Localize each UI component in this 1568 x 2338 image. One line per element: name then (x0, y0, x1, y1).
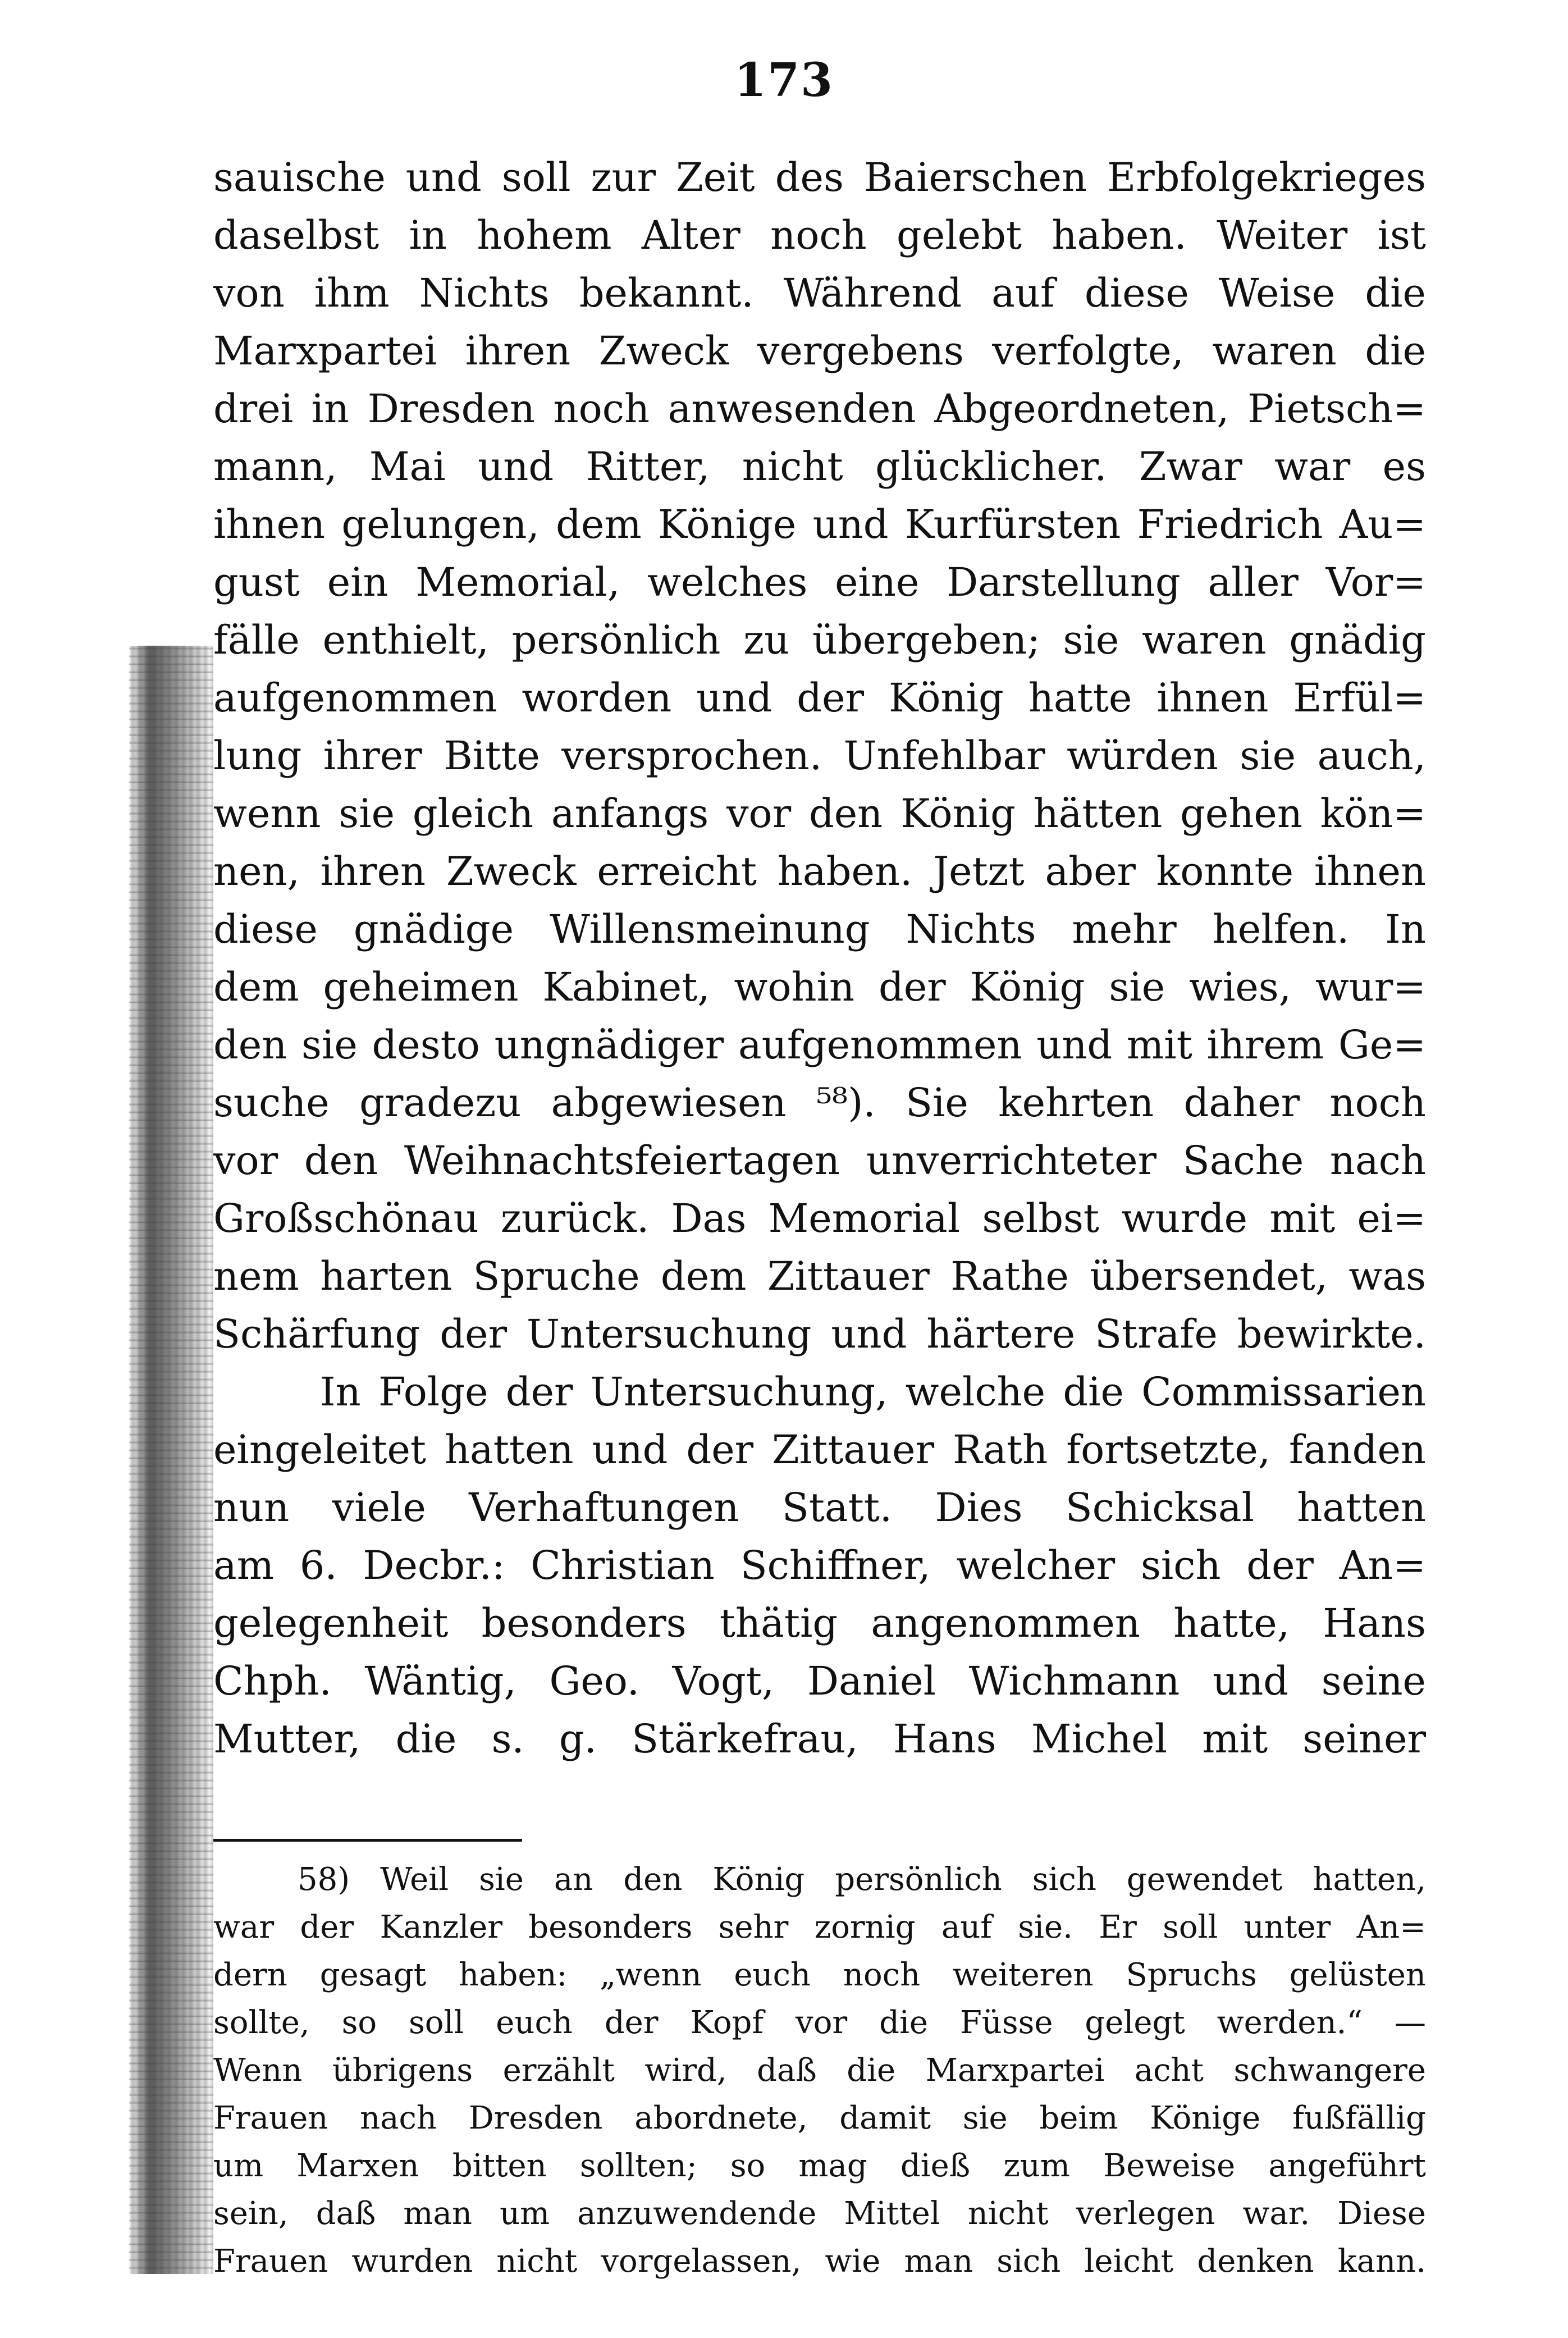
body-line: eingeleitet hatten und der Zittauer Rath fortsetzte, fanden (213, 1427, 1426, 1473)
footnote-line: Wenn übrigens erzählt wird, daß die Marxpartei acht schwangere (213, 2052, 1426, 2089)
body-line: nen, ihren Zweck erreicht haben. Jetzt aber konnte ihnen (213, 848, 1426, 894)
footnote-line: dern gesagt haben: „wenn euch noch weiteren Spruchs gelüsten (213, 1957, 1426, 1993)
body-line: vor den Weihnachtsfeiertagen unverrichteter Sache nach (213, 1138, 1426, 1184)
footnote-line: Frauen wurden nicht vorgelassen, wie man sich leicht denken kann. (213, 2243, 1426, 2280)
page-number: 173 (734, 53, 834, 107)
body-line: Schärfung der Untersuchung und härtere Strafe bewirkte. (213, 1311, 1426, 1357)
footnote-line: um Marxen bitten sollten; so mag dieß zum Beweise angeführt (213, 2148, 1426, 2184)
body-line: dem geheimen Kabinet, wohin der König sie wies, wur= (213, 964, 1426, 1010)
body-line: daselbst in hohem Alter noch gelebt haben. Weiter ist (213, 212, 1426, 258)
body-line: fälle enthielt, persönlich zu übergeben; sie waren gnädig (213, 617, 1426, 663)
footnote-line: war der Kanzler besonders sehr zornig auf sie. Er soll unter An= (213, 1909, 1426, 1946)
body-line: Mutter, die s. g. Stärkefrau, Hans Michel mit seiner (213, 1716, 1426, 1762)
body-line: den sie desto ungnädiger aufgenommen und mit ihrem Ge= (213, 1022, 1426, 1068)
body-line-paragraph-start: In Folge der Untersuchung, welche die Commissarien (320, 1369, 1426, 1415)
body-line: diese gnädige Willensmeinung Nichts mehr helfen. In (213, 906, 1426, 952)
footnote-line: Frauen nach Dresden abordnete, damit sie beim Könige fußfällig (213, 2100, 1426, 2136)
footnote-line: sollte, so soll euch der Kopf vor die Füsse gelegt werden.“ — (213, 2004, 1426, 2041)
body-line: von ihm Nichts bekannt. Während auf diese Weise die (213, 270, 1426, 316)
body-line: sauische und soll zur Zeit des Baierschen Erbfolgekrieges (213, 154, 1426, 200)
body-line: drei in Dresden noch anwesenden Abgeordneten, Pietsch= (213, 386, 1426, 432)
body-line: gelegenheit besonders thätig angenommen hatte, Hans (213, 1600, 1426, 1646)
body-line: aufgenommen worden und der König hatte ihnen Erfül= (213, 675, 1426, 721)
body-text (213, 149, 1426, 1768)
binding-shadow (129, 646, 213, 2274)
body-line: mann, Mai und Ritter, nicht glücklicher. Zwar war es (213, 444, 1426, 490)
body-line: am 6. Decbr.: Christian Schiffner, welcher sich der An= (213, 1542, 1426, 1588)
body-line: Marxpartei ihren Zweck vergebens verfolgte, waren die (213, 328, 1426, 374)
footnote-line: sein, daß man um anzuwendende Mittel nicht verlegen war. Diese (213, 2195, 1426, 2232)
body-line: suche gradezu abgewiesen ⁵⁸). Sie kehrten daher noch (213, 1080, 1426, 1126)
body-line: lung ihrer Bitte versprochen. Unfehlbar würden sie auch, (213, 733, 1426, 779)
body-line: gust ein Memorial, welches eine Darstellung aller Vor= (213, 559, 1426, 605)
footnote-divider (213, 1839, 522, 1842)
body-line: Großschönau zurück. Das Memorial selbst wurde mit ei= (213, 1195, 1426, 1241)
body-line: Chph. Wäntig, Geo. Vogt, Daniel Wichmann und seine (213, 1658, 1426, 1704)
body-line: nem harten Spruche dem Zittauer Rathe übersendet, was (213, 1253, 1426, 1299)
body-line: nun viele Verhaftungen Statt. Dies Schicksal hatten (213, 1485, 1426, 1531)
footnote (213, 1856, 1426, 2285)
body-line: ihnen gelungen, dem Könige und Kurfürsten Friedrich Au= (213, 501, 1426, 547)
body-line: wenn sie gleich anfangs vor den König hätten gehen kön= (213, 791, 1426, 837)
footnote-line: 58) Weil sie an den König persönlich sich gewendet hatten, (298, 1861, 1426, 1898)
